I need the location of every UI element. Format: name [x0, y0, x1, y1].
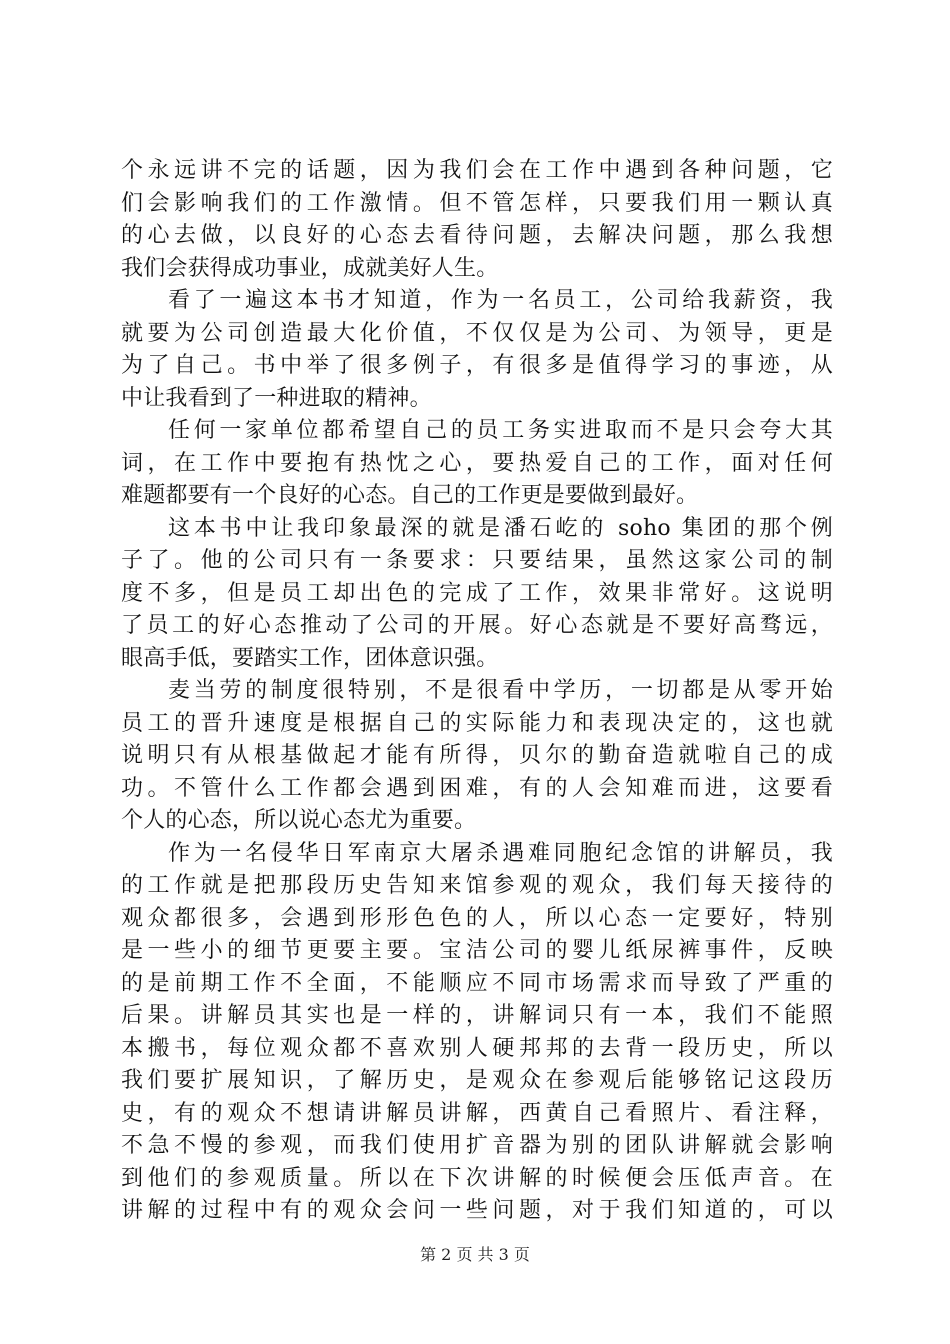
page-footer: 第 2 页 共 3 页 [420, 1245, 530, 1264]
text-line: 的心去做，以良好的心态去看待问题，去解决问题，那么我想 [121, 223, 833, 248]
text-line: 个永远讲不完的话题，因为我们会在工作中遇到各种问题，它 [121, 158, 833, 183]
text-line: 不急不慢的参观，而我们使用扩音器为别的团队讲解就会影响 [121, 1133, 833, 1158]
text-line: 们会影响我们的工作激情。但不管怎样，只要我们用一颗认真 [121, 190, 833, 216]
text-line: 我们要扩展知识，了解历史，是观众在参观后能够铭记这段历 [121, 1068, 833, 1093]
text-line: 本搬书，每位观众都不喜欢别人硬邦邦的去背一段历史，所以 [121, 1035, 833, 1061]
text-line: 麦当劳的制度很特别，不是很看中学历，一切都是从零开始 [168, 678, 833, 703]
text-line: 史，有的观众不想请讲解员讲解，西黄自己看照片、看注释， [121, 1100, 833, 1126]
text-line: 观众都很多，会遇到形形色色的人，所以心态一定要好，特别 [121, 905, 833, 931]
text-line: 我们会获得成功事业，成就美好人生。 [121, 255, 499, 281]
text-line: 的工作就是把那段历史告知来馆参观的观众，我们每天接待的 [121, 873, 833, 898]
text-line: 词，在工作中要抱有热忱之心，要热爱自己的工作，面对任何 [121, 450, 833, 476]
text-line: 说明只有从根基做起才能有所得，贝尔的勤奋造就啦自己的成 [121, 743, 833, 768]
body-text [121, 155, 833, 1228]
text-line: 子了。他的公司只有一条要求：只要结果，虽然这家公司的制 [121, 548, 833, 573]
text-line: 功。不管什么工作都会遇到困难，有的人会知难而进，这要看 [121, 775, 833, 801]
text-line: 个人的心态，所以说心态尤为重要。 [121, 808, 477, 833]
text-line: 后果。讲解员其实也是一样的，讲解词只有一本，我们不能照 [121, 1003, 833, 1028]
text-line: 员工的晋升速度是根据自己的实际能力和表现决定的，这也就 [121, 710, 833, 736]
text-line: 眼高手低，要踏实工作，团体意识强。 [121, 645, 499, 671]
text-line: 到他们的参观质量。所以在下次讲解的时候便会压低声音。在 [121, 1165, 833, 1191]
text-line: 为了自己。书中举了很多例子，有很多是值得学习的事迹，从 [121, 353, 833, 378]
text-line: 的是前期工作不全面，不能顺应不同市场需求而导致了严重的 [121, 970, 833, 996]
text-line: 了员工的好心态推动了公司的开展。好心态就是不要好高骛远， [121, 613, 833, 638]
text-line: 是一些小的细节更要主要。宝洁公司的婴儿纸尿裤事件，反映 [121, 938, 833, 963]
text-line: 中让我看到了一种进取的精神。 [121, 385, 432, 411]
text-line: 任何一家单位都希望自己的员工务实进取而不是只会夸大其 [168, 418, 833, 443]
text-line: 这本书中让我印象最深的就是潘石屹的 soho 集团的那个例 [168, 515, 833, 541]
text-line: 难题都要有一个良好的心态。自己的工作更是要做到最好。 [121, 483, 699, 508]
text-line: 作为一名侵华日军南京大屠杀遇难同胞纪念馆的讲解员，我 [168, 840, 833, 866]
text-line: 度不多，但是员工却出色的完成了工作，效果非常好。这说明 [121, 580, 833, 606]
text-line: 就要为公司创造最大化价值，不仅仅是为公司、为领导，更是 [121, 320, 833, 346]
text-line: 看了一遍这本书才知道，作为一名员工，公司给我薪资，我 [168, 288, 833, 313]
text-line: 讲解的过程中有的观众会问一些问题，对于我们知道的，可以 [121, 1198, 833, 1223]
